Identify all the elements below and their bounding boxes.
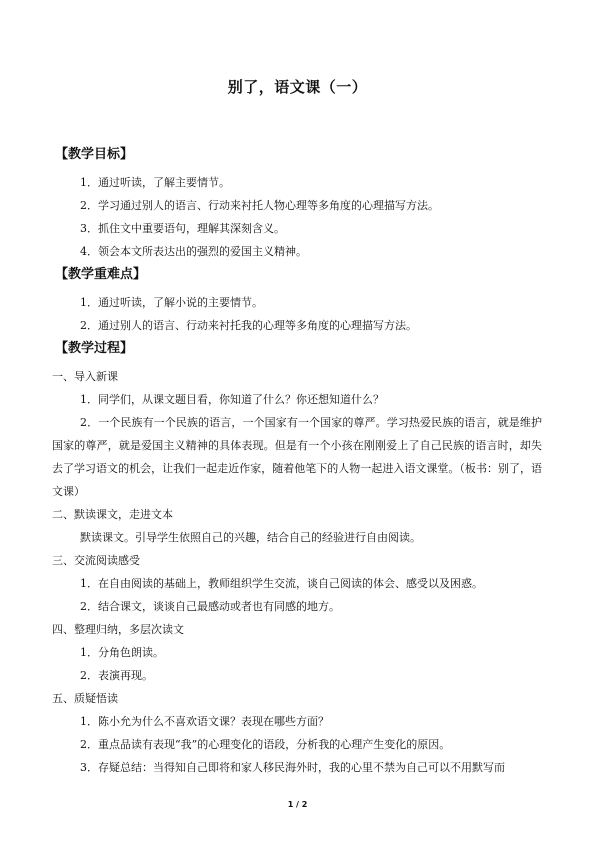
- process-part4-heading: 四、整理归纳，多层次读文: [52, 623, 184, 636]
- process-part5-item3: 3．存疑总结：当得知自己即将和家人移民海外时，我的心里不禁为自己可以不用默写而: [80, 761, 505, 774]
- key-point-item-2: 2．通过别人的语言、行动来衬托我的心理等多角度的心理描写方法。: [80, 319, 417, 332]
- process-part1-item1: 1．同学们，从课文题目看，你知道了什么？你还想知道什么？: [80, 393, 384, 406]
- goal-item-3: 3．抓住文中重要语句，理解其深刻含义。: [80, 222, 285, 235]
- process-part2-item1: 默读课文。引导学生依照自己的兴趣，结合自己的经验进行自由阅读。: [80, 531, 421, 544]
- page-number: 1 / 2: [287, 800, 308, 809]
- process-part3-item1: 1．在自由阅读的基础上，教师组织学生交流，谈自己阅读的体会、感受以及困惑。: [80, 577, 483, 590]
- process-part1-heading: 一、导入新课: [52, 370, 118, 383]
- document-body: [52, 143, 548, 779]
- process-part5-heading: 五、质疑悟读: [52, 692, 118, 705]
- goal-item-1: 1．通过听读，了解主要情节。: [80, 176, 230, 189]
- page-title: 别了，语文课（一）: [227, 78, 368, 96]
- process-part2-heading: 二、默读课文，走进文本: [52, 508, 173, 521]
- process-part1-item2: 2．一个民族有一个民族的语言，一个国家有一个国家的尊严。学习热爱民族的语言，就是维护国家的尊严，就是爱国主义精神的具体表现。但是有一个小孩在刚刚爱上了自己民族的语言时，却失去了学习语文的机会，让我们一起走近作家，随着他笔下的人物一起进入语文课堂。（板书：别了，语文课）: [52, 416, 542, 498]
- process-part4-item1: 1．分角色朗读。: [80, 646, 164, 659]
- goal-item-4: 4．领会本文所表达出的强烈的爱国主义精神。: [80, 245, 307, 258]
- process-part5-item1: 1．陈小允为什么不喜欢语文课？表现在哪些方面？: [80, 715, 329, 728]
- key-points-heading: 【教学重难点】: [55, 267, 147, 282]
- goal-item-2: 2．学习通过别人的语言、行动来衬托人物心理等多角度的心理描写方法。: [80, 199, 439, 212]
- process-part4-item2: 2．表演再现。: [80, 669, 153, 682]
- process-part3-item2: 2．结合课文，谈谈自己最感动或者也有同感的地方。: [80, 600, 340, 613]
- process-heading: 【教学过程】: [55, 341, 134, 356]
- key-point-item-1: 1．通过听读，了解小说的主要情节。: [80, 296, 263, 309]
- process-part5-item2: 2．重点品读有表现“我”的心理变化的语段，分析我的心理产生变化的原因。: [80, 738, 451, 751]
- goals-heading: 【教学目标】: [55, 147, 134, 162]
- process-part3-heading: 三、交流阅读感受: [52, 554, 140, 567]
